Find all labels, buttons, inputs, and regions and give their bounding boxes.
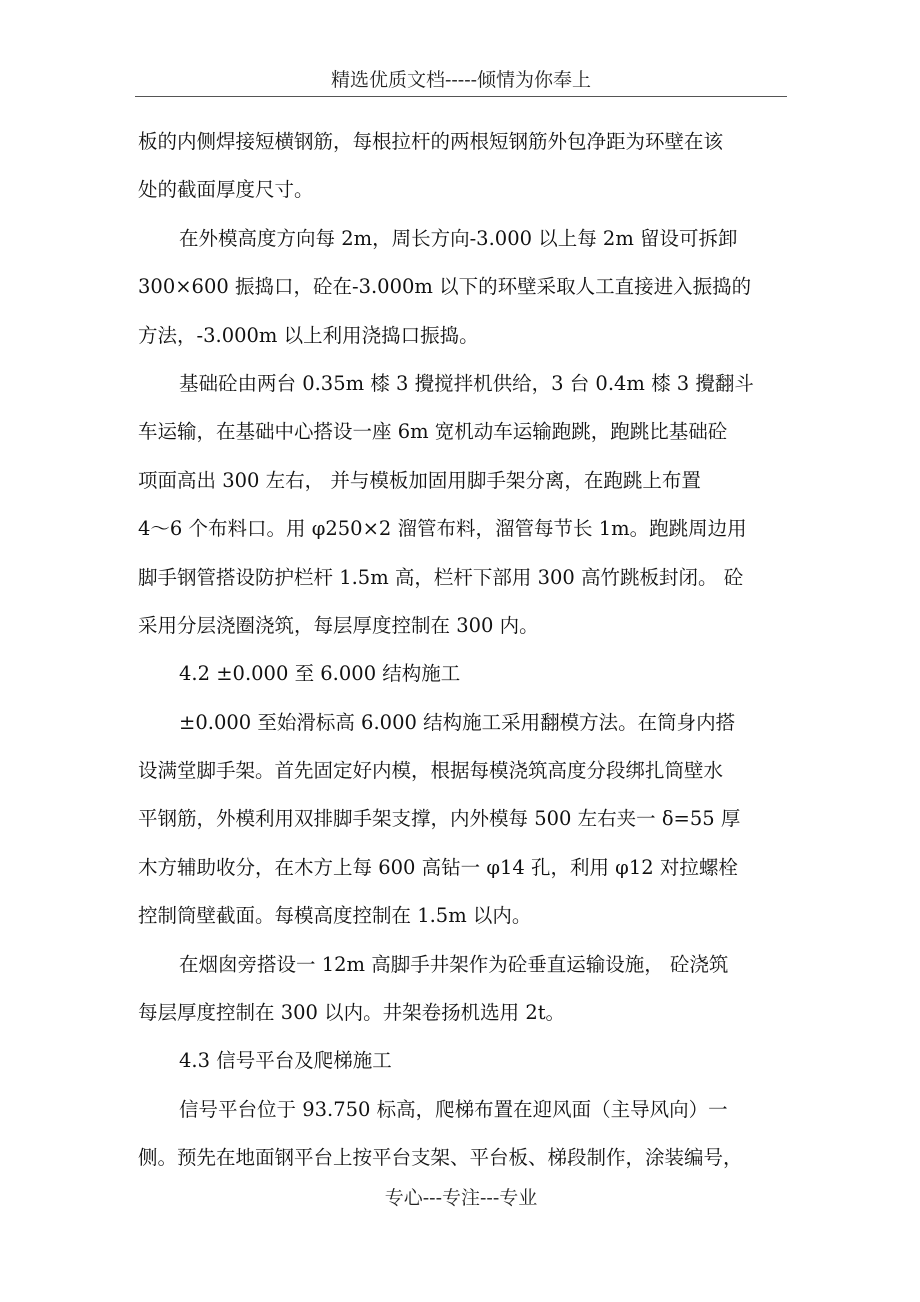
section-heading: 4.2 ±0.000 至 6.000 结构施工 <box>179 662 461 686</box>
text-line: 在烟囱旁搭设一 12m 高脚手井架作为砼垂直运输设施， 砼浇筑 <box>179 952 729 976</box>
text-line: 在外模高度方向每 2m，周长方向-3.000 以上每 2m 留设可拆卸 <box>179 226 738 250</box>
text-line: 4～6 个布料口。用 φ250×2 溜管布料，溜管每节长 1m。跑跳周边用 <box>138 517 747 541</box>
text-line: 板的内侧焊接短横钢筋，每根拉杆的两根短钢筋外包净距为环壁在该 <box>138 130 724 153</box>
text-line: ±0.000 至始滑标高 6.000 结构施工采用翻模方法。在筒身内搭 <box>179 710 736 734</box>
text-line: 车运输，在基础中心搭设一座 6m 宽机动车运输跑跳，跑跳比基础砼 <box>138 420 728 444</box>
text-line: 300×600 振捣口，砼在-3.000m 以下的环壁采取人工直接进入振捣的 <box>138 275 752 299</box>
text-line: 信号平台位于 93.750 标高，爬梯布置在迎风面（主导风向）一 <box>179 1097 728 1121</box>
text-line: 控制筒壁截面。每模高度控制在 1.5m 以内。 <box>138 904 532 928</box>
document-body <box>138 118 788 1183</box>
section-heading: 4.3 信号平台及爬梯施工 <box>179 1049 392 1073</box>
text-line: 方法，-3.000m 以上利用浇捣口振捣。 <box>138 323 479 347</box>
text-line: 设满堂脚手架。首先固定好内模，根据每模浇筑高度分段绑扎筒壁水 <box>138 759 724 783</box>
header-divider <box>135 96 787 97</box>
text-line: 脚手钢管搭设防护栏杆 1.5m 高，栏杆下部用 300 高竹跳板封闭。 砼 <box>138 565 744 589</box>
text-line: 采用分层浇圈浇筑，每层厚度控制在 300 内。 <box>138 613 539 637</box>
text-line: 平钢筋，外模利用双排脚手架支撑，内外模每 500 左右夹一 δ=55 厚 <box>138 807 741 831</box>
text-line: 项面高出 300 左右， 并与模板加固用脚手架分离，在跑跳上布置 <box>138 468 701 492</box>
page-header: 精选优质文档-----倾情为你奉上 <box>330 69 592 91</box>
text-line: 侧。预先在地面钢平台上按平台支架、平台板、梯段制作，涂装编号， <box>138 1146 743 1170</box>
page-footer: 专心---专注---专业 <box>384 1187 538 1209</box>
text-line: 每层厚度控制在 300 以内。井架卷扬机选用 2t。 <box>138 1001 566 1025</box>
text-line: 处的截面厚度尺寸。 <box>138 178 314 202</box>
text-line: 基础砼由两台 0.35m 㯃 3 攪搅拌机供给，3 台 0.4m 㯃 3 攪翻斗 <box>179 371 754 395</box>
text-line: 木方辅助收分，在木方上每 600 高钻一 φ14 孔，利用 φ12 对拉螺栓 <box>138 855 738 879</box>
